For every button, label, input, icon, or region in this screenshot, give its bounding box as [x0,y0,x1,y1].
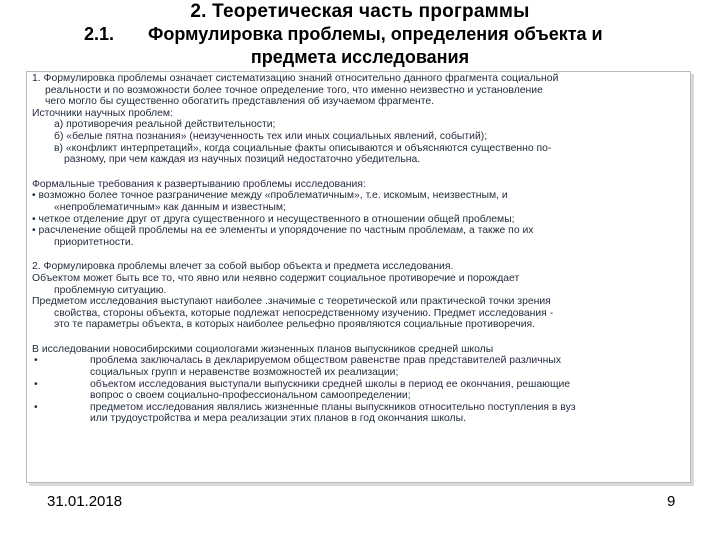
requirements-heading: Формальные требования к развертыванию проблемы исследования: [32,178,366,190]
example-item-3-line2: или трудоустройства и мера реализации этих планов в год окончания школы. [90,413,466,425]
object-line2: проблемную ситуацию. [54,284,167,296]
example-item-2-line1: объектом исследования выступали выпускники средней школы в период ее окончания, решающие [90,378,571,390]
slide-title: 2. Теоретическая часть программы [190,1,530,22]
footer-date: 31.01.2018 [47,493,123,510]
source-b: б) «белые пятна познания» (неизученность тех или иных социальных явлений, событий); [54,130,488,142]
example-heading: В исследовании новосибирскими социологами жизненных планов выпускников средней школы [32,343,494,355]
source-c-line2: разному, при чем каждая из научных позиций недостаточно убедительна. [64,154,421,166]
source-c-line1: в) «конфликт интерпретаций», когда социальные факты описываются и объясняются существенно по- [54,142,552,154]
para1-line2: реальности и по возможности более точное определение того, что именно неизвестно и установление [45,84,543,96]
para2: 2. Формулировка проблемы влечет за собой выбор объекта и предмета исследования. [32,261,454,273]
example-item-1-line2: социальных групп и неравенстве возможностей их реализации; [90,367,399,379]
example-item-2 [32,379,692,391]
example-item-2-line2: вопрос о своем социально-профессиональном самоопределении; [90,390,411,402]
example-item-3 [32,402,692,414]
object-line1: Объектом может быть все то, что явно или неявно содержит социальное противоречие и порождает [32,272,520,284]
slide-body [32,73,692,425]
requirement-2: • четкое отделение друг от друга существенного и несущественного в отношении общей проблемы; [32,213,515,225]
sources-heading: Источники научных проблем: [32,107,173,119]
subject-line2: свойства, стороны объекта, которые подлежат непосредственному изучению. Предмет исследования - [54,307,554,319]
source-a: а) противоречия реальной действительности; [54,119,276,131]
bullet-icon: • [34,401,38,413]
subtitle-number: 2.1. [84,24,115,44]
bullet-icon: • [34,355,38,367]
subtitle-text-line2: предмета исследования [250,47,470,67]
requirement-3-line1: • расчленение общей проблемы на ее элементы и упорядочение по частным проблемам, а также по их [32,225,534,237]
para1-line1: 1. Формулировка проблемы означает систематизацию знаний относительно данного фрагмента социальной [32,73,559,84]
subject-line3: это те параметры объекта, в которых наиболее рельефно проявляются социальные противоречия. [54,319,536,331]
example-item-1-line1: проблема заключалась в декларируемом обществом равенстве прав представителей различных [90,355,562,367]
bullet-icon: • [34,378,38,390]
subtitle-text-line1: Формулировка проблемы, определения объекта и [148,24,603,44]
example-item-3-line1: предметом исследования являлись жизненные планы выпускников относительно поступления в вуз [90,401,576,413]
para1-line3: чего могло бы существенно обогатить представления об изучаемом фрагменте. [45,96,435,108]
requirement-1-line1: • возможно более точное разграничение между «проблематичным», т.е. искомым, неизвестным, и [32,190,508,202]
requirement-1-line2: «непроблематичным» как данным и известным; [54,201,286,213]
subject-line1: Предметом исследования выступают наиболее .значимые с теоретической или практической точки зрения [32,296,551,308]
page-number: 9 [667,493,676,510]
example-item-1 [32,355,692,367]
requirement-3-line2: приоритетности. [54,236,134,248]
